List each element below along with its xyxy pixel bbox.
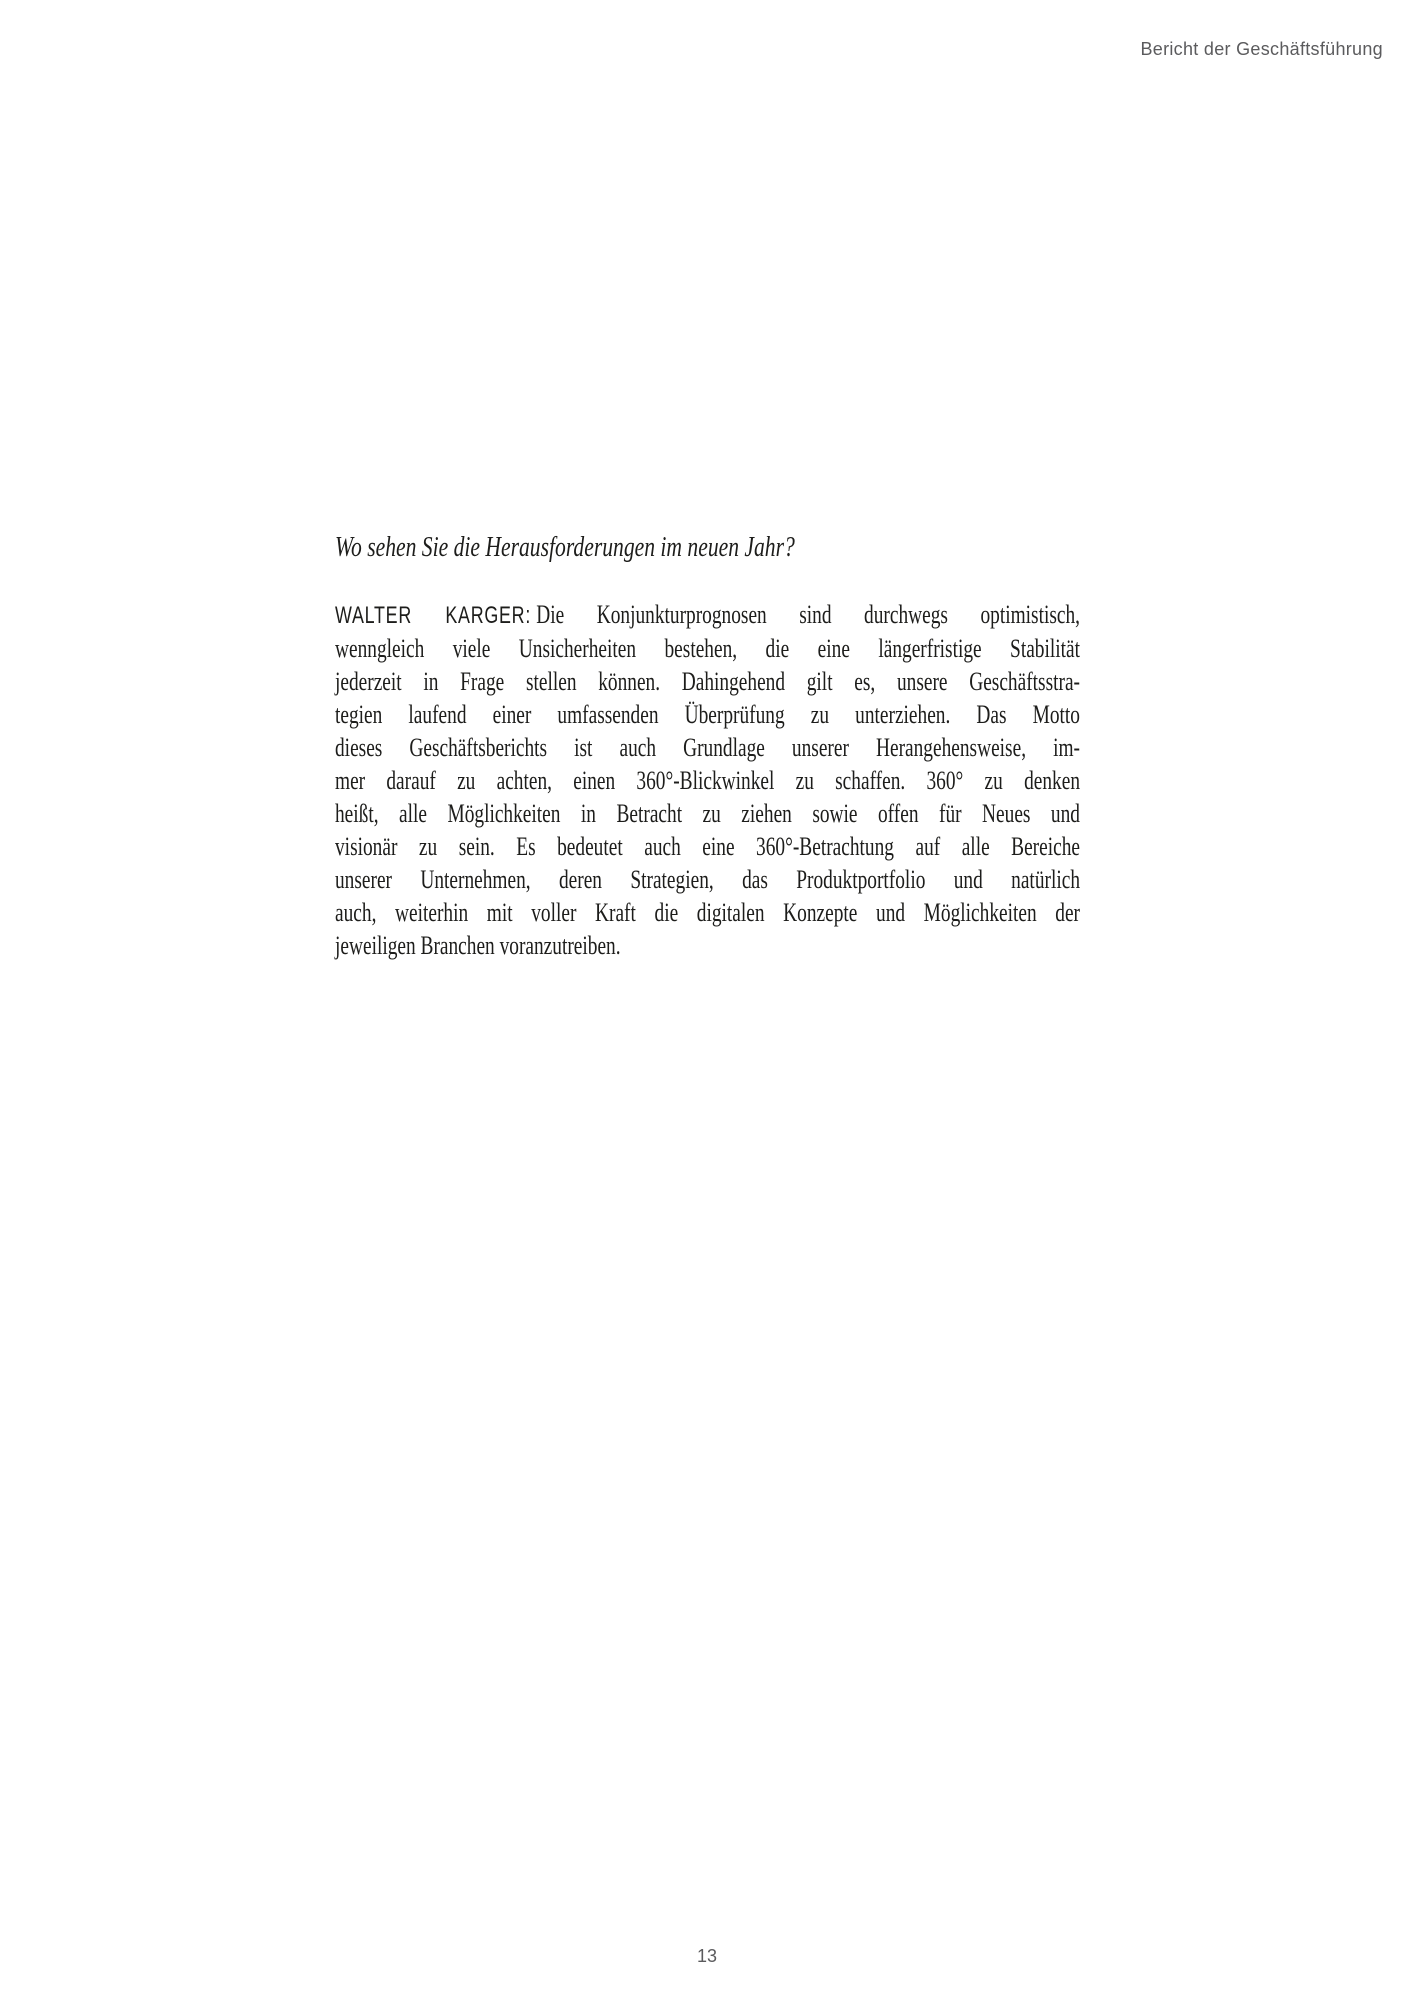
running-header: Bericht der Geschäftsführung xyxy=(1140,39,1383,59)
interview-content xyxy=(335,531,1080,962)
answer-line: WALTER KARGER: Die Konjunkturprognosen sind durchwegs optimistisch, xyxy=(335,600,1080,629)
answer-line: wenngleich viele Unsicherheiten bestehen, die eine längerfristige Stabilität xyxy=(335,634,1080,663)
answer-line: jeweiligen Branchen voranzutreiben. xyxy=(335,931,621,960)
answer-line: heißt, alle Möglichkeiten in Betracht zu ziehen sowie offen für Neues und xyxy=(335,799,1080,828)
speaker-name: WALTER KARGER: xyxy=(335,602,531,629)
answer-line: mer darauf zu achten, einen 360°-Blickwinkel zu schaffen. 360° zu denken xyxy=(335,766,1080,795)
speaker-separator: : xyxy=(525,602,531,629)
page-number: 13 xyxy=(696,1946,718,1966)
answer-line: auch, weiterhin mit voller Kraft die digitalen Konzepte und Möglichkeiten der xyxy=(335,898,1080,927)
answer-line: unserer Unternehmen, deren Strategien, das Produktportfolio und natürlich xyxy=(335,865,1080,894)
answer-line: dieses Geschäftsberichts ist auch Grundlage unserer Herangehensweise, im- xyxy=(335,733,1080,762)
answer-line: tegien laufend einer umfassenden Überprüfung zu unterziehen. Das Motto xyxy=(335,700,1080,729)
answer-line: visionär zu sein. Es bedeutet auch eine 360°-Betrachtung auf alle Bereiche xyxy=(335,832,1080,861)
interview-question: Wo sehen Sie die Herausforderungen im neuen Jahr? xyxy=(335,531,795,563)
interview-answer xyxy=(335,598,1080,962)
answer-line: jederzeit in Frage stellen können. Dahingehend gilt es, unsere Geschäftsstra- xyxy=(335,667,1080,696)
